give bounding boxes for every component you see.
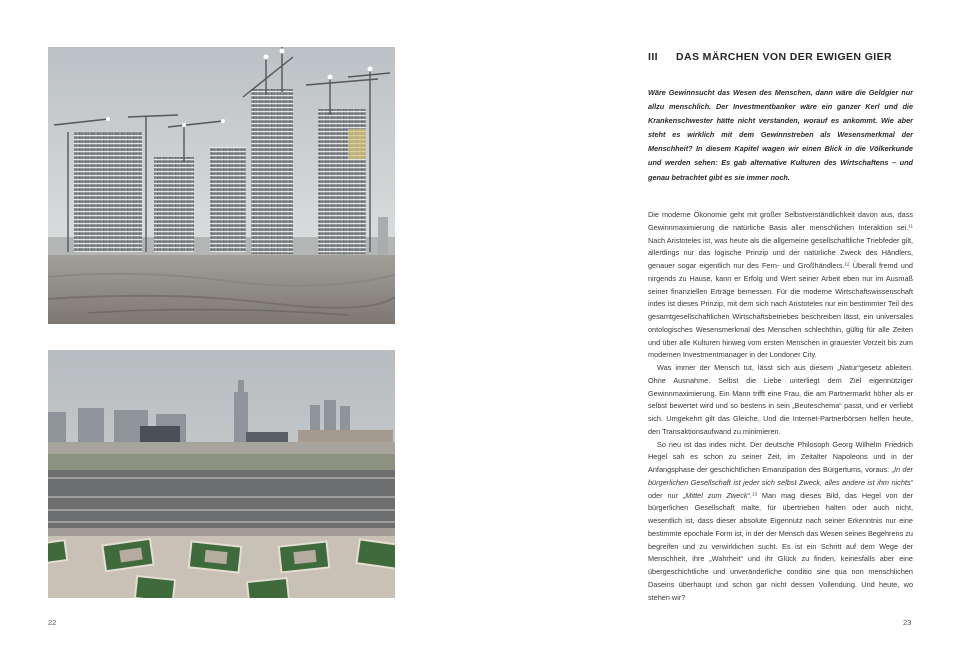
hegel-quote-2: Mittel zum Zweck — [685, 490, 748, 500]
page-number-right: 23 — [903, 618, 912, 627]
photo-highway-city — [48, 350, 395, 598]
footnote-ref-13: 13 — [751, 491, 757, 496]
paragraph-3: So neu ist das indes nicht. Der deutsche Philosoph Georg Wilhelm Friedrich Hegel sah es schon zu seiner Zeit, im Zeitalter Napoleons und in der Anfangsphase der geschichtlichen Emanzipation des Bürgertums, voraus: „In der bürgerlichen Gesellschaft ist jeder sich selbst Zweck, alles andere ist ihm nichts“ oder nur „Mittel zum Zweck“.$^{13}$ Man mag dieses Bild, das Hegel von der bürgerlichen Gesellschaft malte, für übertrieben halten oder auch nicht, wesentlich ist, dass dieser absolute Eigennutz nach seiner Erkenntnis nur eine bestimmte epochale Form ist, in der der Mensch das Wesen seines Begehrens zu begreifen und zu verwirklichen sucht. Es ist ein Schritt auf dem Wege der Menschheit, ihre „Wahrheit“ und ihr Glück zu finden, keinesfalls aber eine übergeschichtliche und unveränderliche conditio sine qua non menschlichen Daseins überhaupt und schon gar nicht dessen Vollendung. Und heute, wo stehen wir? — [648, 439, 913, 602]
chapter-intro: Wäre Gewinnsucht das Wesen des Menschen, dann wäre die Geldgier nur allzu menschlich. Der Investmentbanker wäre ein ganzer Kerl und die Krankenschwester hätte nicht verstanden, worauf es ankommt. Wie aber steht es wirklich mit dem Gewinnstreben als Wesensmerkmal der Menschheit? In diesem Kapitel wagen wir einen Blick in die Völkerkunde und werden sehen: Es gab alternative Kulturen des Wirtschaftens – und genau betrachtet gibt es sie immer noch. — [648, 88, 913, 182]
footnote-ref-11: 11 — [908, 223, 913, 229]
highway-city-image — [48, 350, 395, 598]
paragraph-2: Was immer der Mensch tut, lässt sich aus diesem „Natur“gesetz ableiten. Ohne Ausnahme. Selbst die Liebe unterliegt dem Ziel eigennütziger Gewinnmaximierung. Ein Mann trifft eine Frau, die am Partnermarkt höher als er selbst bewertet wird und so bestens in sein „Beuteschema“ passt, und er verliebt sich. Umgekehrt gilt das Gleiche. Und die Internet-Partnerbörsen helfen heute, den Transaktionsaufwand zu minimieren. — [648, 363, 913, 436]
chapter-title: DAS MÄRCHEN VON DER EWIGEN GIER — [676, 51, 892, 63]
body-text — [648, 209, 913, 604]
paragraph-1: Die moderne Ökonomie geht mit großer Selbstverständlichkeit davon aus, dass Gewinnmaximierung die natürliche Basis aller menschlichen Interaktion sei.$^{11}$ Nach Aristoteles ist, was heute als die allgemeine gesellschaftliche Triebfeder gilt, allerdings nur das logische Prinzip und der natürliche Zweck des Händlers, genauer sogar eigentlich nur des Fern- und Großhändlers.$^{12}$ Überall fremd und nirgends zu Hause, kann er Erfolg und Wert seiner Arbeit eben nur im Ausmaß seiner finanziellen Erträge bemessen. Für die moderne Wirtschaftswissenschaft indes ist dieses Prinzip, mit dem sich nach Aristoteles nur ein bestimmter Teil des gesamtgesellschaftlichen Wirtschaftsbetriebes beschreiben lässt, ein universales ontologisches Wesensmerkmal des Menschen schlechthin, gültig für alle Zeiten und über alle Kulturen hinweg vom ersten Menschen in grauester Vorzeit bis zum modernen Investmentmanager in der Londoner City. — [648, 210, 913, 360]
page-number-left: 22 — [48, 618, 57, 627]
skyscraper-construction-image — [48, 47, 395, 324]
chapter-number: III — [648, 51, 658, 63]
hegel-quote: In der bürgerlichen Gesellschaft ist jeder sich selbst Zweck, alles andere ist ihm nichts — [648, 465, 913, 487]
photo-skyscraper-construction — [48, 47, 395, 324]
chapter-heading — [648, 51, 913, 63]
footnote-ref-12: 12 — [844, 261, 850, 267]
